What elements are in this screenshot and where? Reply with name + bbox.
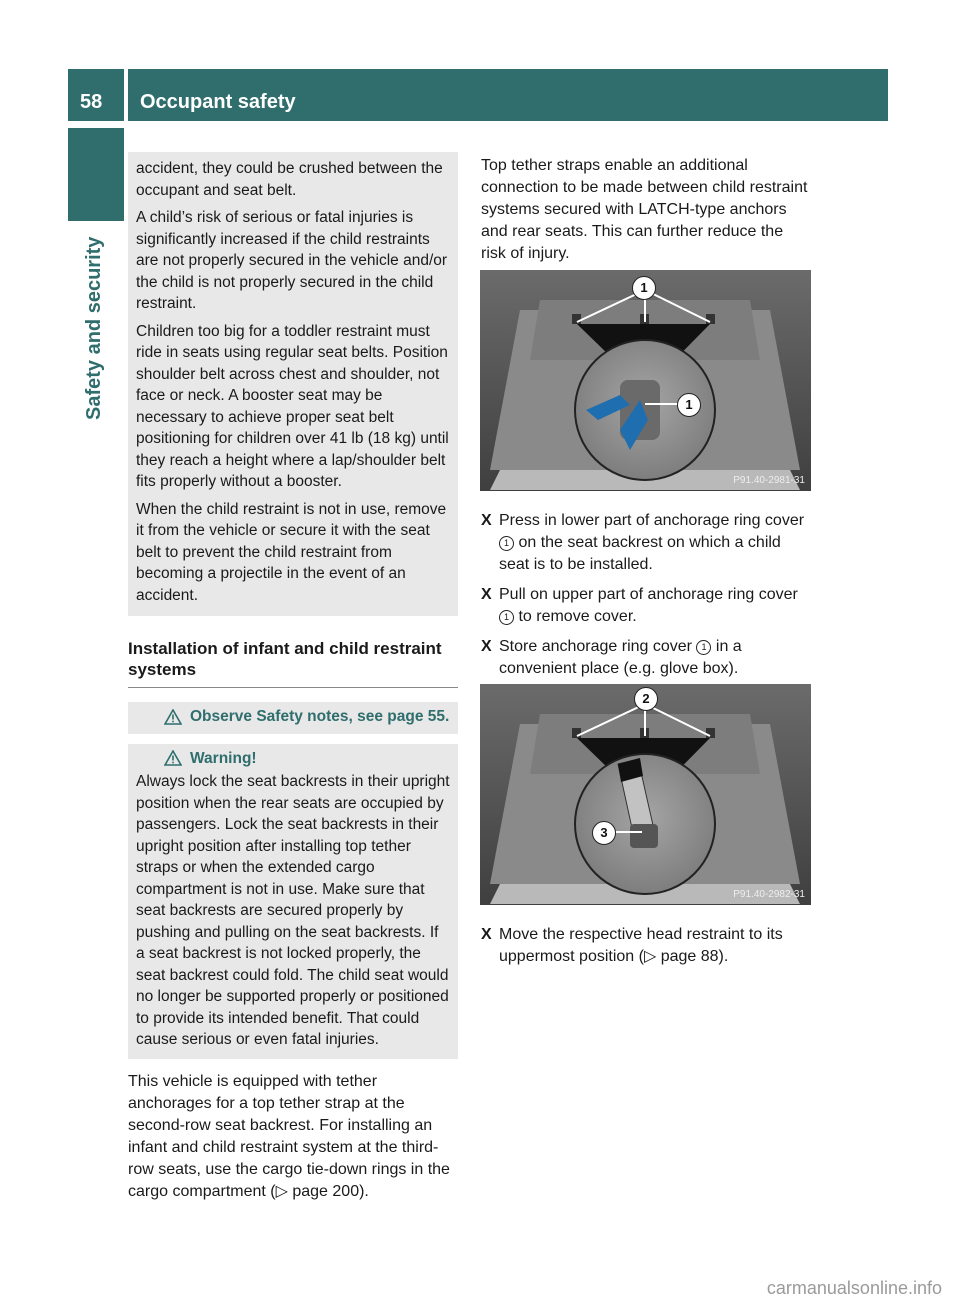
step-text-part: Press in lower part of anchorage ring cover: [499, 512, 805, 529]
step-marker: X: [481, 638, 492, 655]
step-text: Move the respective head restraint to its uppermost position (▷ page 88).: [499, 926, 783, 965]
step-text-part: Store anchorage ring cover: [499, 638, 697, 655]
safety-gray-panel: [128, 152, 458, 616]
notice-line: [136, 706, 450, 728]
step-item: [481, 584, 811, 628]
step-item: [481, 510, 811, 576]
warning-heading: [136, 748, 450, 770]
callout-ref: 1: [499, 610, 514, 625]
step-text: [499, 584, 811, 628]
callout-ref: 1: [499, 536, 514, 551]
watermark: carmanualsonline.info: [766, 1278, 942, 1298]
page-title: Occupant safety: [140, 91, 296, 113]
step-item: [481, 636, 811, 680]
warning-title: Warning!: [190, 749, 257, 767]
cargo-photo-1: [480, 270, 811, 491]
intro-text: Top tether straps enable an additional connection to be made between child restraint systems secured with LATCH-type anchors and rear seats. This can further reduce the risk of injury.: [481, 157, 808, 262]
warning-triangle-icon: [164, 709, 182, 725]
side-tab-label: Safety and security: [83, 236, 105, 420]
warning-panel: [128, 744, 458, 1059]
steps-list-2: [481, 924, 811, 976]
step-text: [499, 636, 811, 680]
figure-code: P91.40-2981-31: [733, 475, 805, 486]
step-item: [481, 924, 811, 968]
notice-text: Observe Safety notes, see page 55.: [190, 708, 450, 725]
notice-panel: [128, 702, 458, 734]
callout-1: 1: [632, 276, 656, 300]
page-number: 58: [80, 91, 103, 113]
left-column: [128, 152, 458, 1209]
step-marker: X: [481, 926, 492, 943]
paragraph: A child’s risk of serious or fatal injuries is significantly increased if the child restraints are not properly secured in the vehicle and/or the child is not properly secured in the child restraint.: [136, 209, 448, 312]
step-marker: X: [481, 512, 492, 529]
warning-text: Always lock the seat backrests in their upright position when the rear seats are occupied by passengers. Lock the seat backrests in their upright position after installing top tether straps or when the extended cargo compartment is not in use. Make sure that seat backrests are secured properly by pushing and pulling on the seat backrests. If a seat backrest is not locked properly, the seat backrest could fold. The child seat would no longer be supported properly or positioned to provide its intended benefit. That could cause serious or even fatal injuries.: [136, 773, 450, 1048]
step-text-part: in a convenient place (e.g. glove box).: [499, 638, 742, 677]
section-heading: Installation of infant and child restraint systems: [128, 638, 458, 688]
figure-code: P91.40-2982-31: [733, 889, 805, 900]
paragraph: accident, they could be crushed between the occupant and seat belt.: [136, 160, 443, 199]
warning-triangle-icon: [164, 750, 182, 766]
body-text: This vehicle is equipped with tether anchorages for a top tether strap at the second-row seat backrest. For installing an infant and child restraint system at the third-row seats, use the cargo tie-down rings in the cargo compartment (▷ page 200).: [128, 1072, 450, 1200]
callout-ref: 1: [696, 640, 711, 655]
figure-1: [480, 270, 811, 491]
side-tab: [74, 232, 118, 532]
step-text-part: Pull on upper part of anchorage ring cover: [499, 586, 798, 603]
side-tab-block: [68, 128, 124, 221]
callout-3: 3: [592, 821, 616, 845]
paragraph: When the child restraint is not in use, remove it from the vehicle or secure it with the seat belt to prevent the child restraint from becoming a projectile in the event of an accident.: [136, 500, 447, 604]
callout-1-detail: 1: [677, 393, 701, 417]
steps-list-1: [481, 510, 811, 688]
callout-2: 2: [634, 687, 658, 711]
step-text-part: on the seat backrest on which a child seat is to be installed.: [499, 534, 781, 573]
cargo-photo-2: [480, 684, 811, 905]
step-text: [499, 510, 811, 576]
paragraph: Children too big for a toddler restraint must ride in seats using regular seat belts. Position shoulder belt across chest and shoulder, not face or neck. A booster seat may be necessary to achieve proper seat belt positioning for children over 41 lb (18 kg) until they reach a height where a lap/shoulder belt fits properly without a booster.: [136, 322, 449, 490]
step-marker: X: [481, 586, 492, 603]
right-column: [481, 155, 811, 271]
figure-2: [480, 684, 811, 905]
step-text-part: to remove cover.: [514, 608, 637, 625]
